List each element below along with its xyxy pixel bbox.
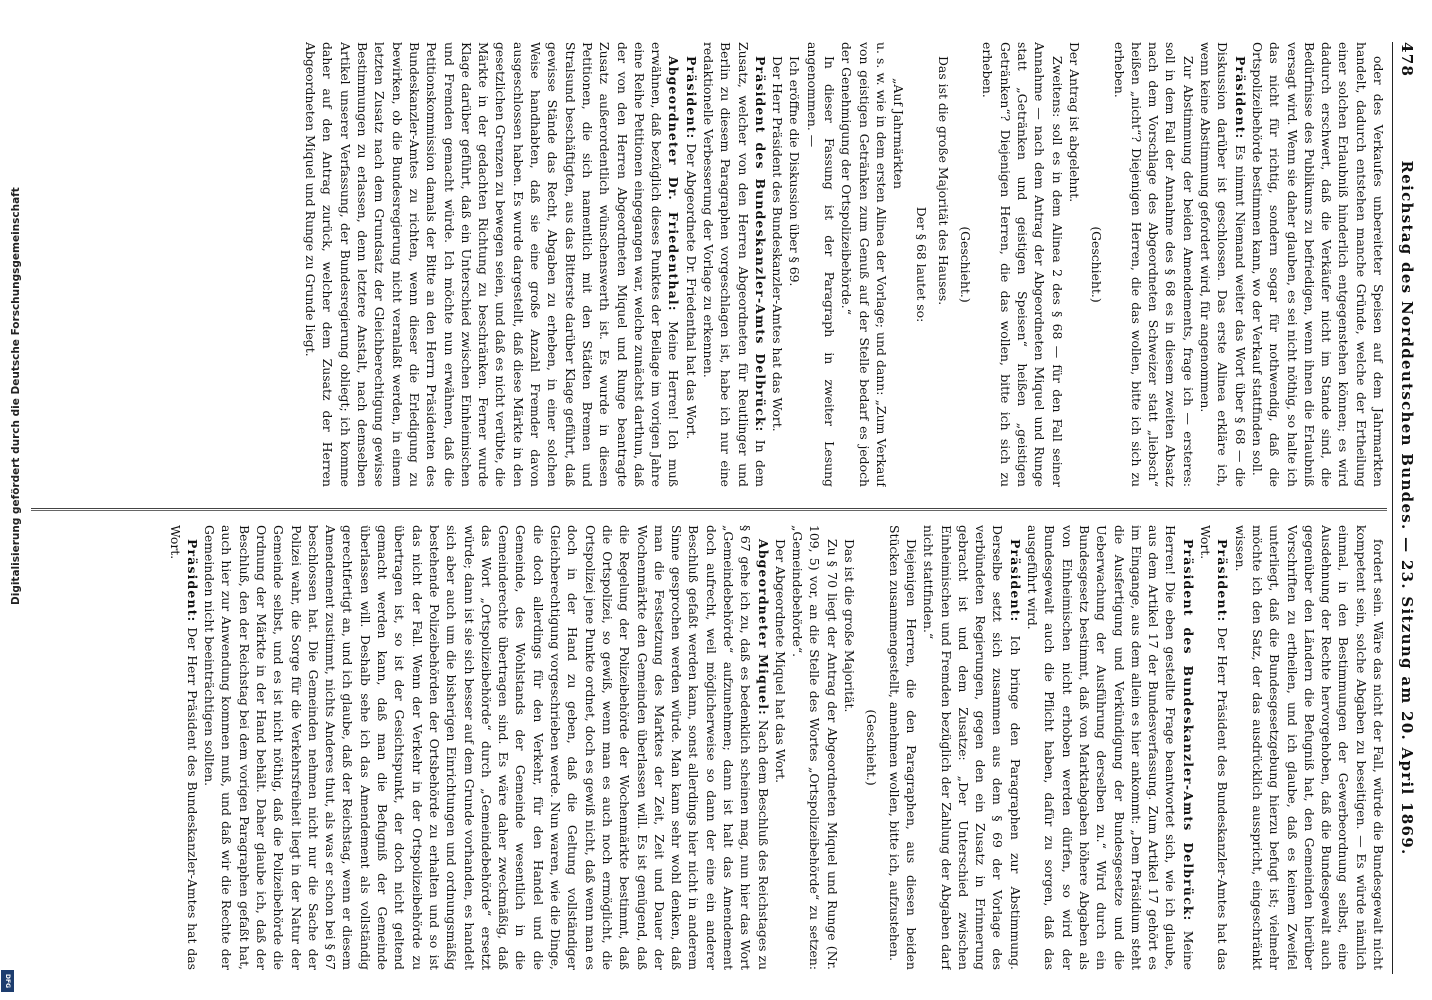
speech-text: Der Herr Präsident des Bundeskanzler-Amtes hat das Wort. xyxy=(167,525,200,970)
page-number: 478 xyxy=(1398,42,1416,78)
stage-direction: (Geschieht.) xyxy=(864,709,880,786)
page-header xyxy=(1392,42,1417,974)
digitisation-credit: Digitalisierung gefördert durch die Deutsche Forschungsgemeinschaft xyxy=(10,187,22,605)
speech-paragraph xyxy=(1024,525,1197,970)
running-title: Reichstag des Norddeutschen Bundes. — 23. Sitzung am 20. April 1869. xyxy=(1398,160,1416,856)
stage-direction: (Geschieht.) xyxy=(958,226,974,303)
speech-paragraph xyxy=(1197,42,1249,487)
speaker-name: Präsident: xyxy=(1215,539,1231,623)
speech-text: Es nimmt Niemand weiter das Wort über § 68 — die Diskussion darüber ist geschlossen. Das erste Alinea erkläre ich, wenn keine Abstimmung gefordert wird, für angenommen. xyxy=(1198,42,1248,487)
paragraph: fordert sein. Wäre das nicht der Fall, würde die Bundesgewalt nicht kompetent sein, solche Abgaben zu beseitigen. — Es würde nämlich einmal, in den Bestimmungen der Gewerbeordnung selbst, eine Ausdehnung der Rechte hervorgehoben, daß die Bundesgewalt auch gegenüber den Ländern die Befugniß hat, den Gemeinden hierüber Vorschriften zu ertheilen, und ich glaube, daß es keinem Zweifel unterliegt, daß die Bundesgesetzgebung hierzu befugt ist; vielmehr möchte ich den Satz, der das ausdrücklich ausspricht, eingeschränkt wissen. xyxy=(1232,525,1386,970)
speech-paragraph xyxy=(1197,525,1232,970)
paragraph: In dieser Fassung ist der Paragraph in zweiter Lesung angenommen. — xyxy=(804,42,838,487)
column-rule xyxy=(31,508,1387,509)
paragraph: u. s. w. wie in dem ersten Alinea der Vorlage; und dann: „Zum Verkauf von geistigen Getränken zum Genuß auf der Stelle bedarf es jedoch der Genehmigung der Ortspolizeibehörde.“ xyxy=(839,42,889,487)
paragraph: Der Abgeordnete Miquel hat das Wort. xyxy=(772,539,788,784)
paragraph: oder des Verkaufes unbereiteter Speisen auf dem Jahrmarkten handelt, dadurch entstehen manche Gründe, welche der Ertheilung einer solchen Erlaubniß hinderlich entgegenstehen können; es wird dadurch erschwert, daß die Verkäufer nicht im Stande sind, die Bedürfnisse des Publikums zu befriedigen, wenn ihnen die Erlaubniß versagt wird. Wenn sie daher glauben, es sei nicht nöthig, so halte ich das nicht für richtig, sondern sogar für nothwendig, daß die Ortspolizeibehörde bestimmen kann, wo der Verkauf stattfinden soll. xyxy=(1249,42,1386,487)
speech-text: Meine Herren! Die eben gestellte Frage beantwortet sich, wie ich glaube, aus dem Artikel 17 der Bundesverfassung. Zum Artikel 17 gehört es im Eingange, aus dem allein es hier ankommt: „Dem Präsidium steht die Ausfertigung und Verkündigung der Bundesgesetze und die Ueberwachung der Ausführung derselben zu.“ Wird durch ein Bundesgesetz bestimmt, daß von Marktabgaben höhere Abgaben als von Einheimischen nicht erhoben werden dürfen, so wird der Bundesgewalt auch die Pflicht haben, dafür zu sorgen, daß das ausgeführt wird. xyxy=(1025,525,1196,970)
column-left xyxy=(19,42,1387,487)
speaker-name: Präsident des Bundeskanzler-Amts Delbrück: xyxy=(1180,539,1196,922)
paragraph: Das ist die große Majorität des Hauses. xyxy=(935,56,951,306)
speaker-name: Präsident des Bundeskanzler-Amts Delbrück: xyxy=(752,56,768,433)
stage-direction: (Geschieht.) xyxy=(1089,226,1105,303)
speech-text: Nach dem Beschluß des Reichstages zu § 67 gehe ich zu, daß es bedenklich scheinen mag, nun hier das Wort „Gemeindebehörde“ aufzunehmen; dann ist halt das Amendement doch aufrecht, weil möglicherweise so dann der eine ein anderer Beschluß gefaßt werden kann, sonst allerdings hier nicht in anderem Sinne gesprochen werden würde. Man kann sehr wohl denken, daß man die Festsetzung des Marktes der Zeit, Zeit und Dauer der Wochenmärkte den Gemeinden überlassen will. Es ist genügend, daß die Regelung der Polizeibehörde der Wochenmärkte bestimmt, daß die Ortspolizei, so gewiß, wenn man es auch noch ermöglicht, die Ortspolizei jene Punkte ordnet, doch es gewiß nicht, daß wenn man es doch in der Hand zu geben, daß die Geltung vollständiger Gleichberechtigung vorgeschrieben werde. Nun waren, wie die Dinge, die doch allerdings für den Verkehr, für den Handel und die Gemeinde, des Wohlstands der Gemeinde wesentlich in die Gemeinderechte übertragen sind. Es wäre daher zweckmäßig, daß das Wort „Ortspolizeibehörde“ durch „Gemeindebehörde“ ersetzt würde; dann ist sie sich besser auf dem Grunde vorhanden, es handelt sich aber auch um die bisherigen Einrichtungen und ordnungsmäßig bestehende Polizeibehörden der Ortsbehörde zu erhalten und so ist das nicht der Fall. Wenn der Verkehr in der Ortspolizeibehörde zu übertragen ist, so ist der Gesichtspunkt, der doch nicht geltend gemacht werden kann, daß man die Befugniß der Gemeinde überlassen will. Deshalb sehe ich das Amendement als vollständig gerechtfertigt an, und ich glaube, daß der Reichstag, wenn er diesem Amendement zustimmt, nichts Anderes thut, als was er schon bei § 67 beschlossen hat. Die Gemeinden nehmen nicht nur die Sache der Polizei wahr, die Sorge für die Verkehrsfreiheit liegt in der Natur der Gemeinde selbst, und es ist nicht nöthig, daß die Polizeibehörde die Ordnung der Märkte in der Hand behält. Daher glaube ich, daß der Beschluß, den der Reichstag bei dem vorigen Paragraphen gefaßt hat, auch hier zur Anwendung kommen muß, und daß wir die Rechte der Gemeinden nicht beeinträchtigen sollten. xyxy=(202,525,771,970)
speaker-name: Abgeordneter Miquel: xyxy=(755,539,771,716)
scanned-page xyxy=(11,28,1421,988)
paragraph: Zur Abstimmung der beiden Amendements, frage ich — ersteres: soll in dem Fall der Annahme des § 68 es in diesem zweiten Absatz nach dem Vorschlage des Abgeordneten Schweizer statt „liebsch“ heißen „nicht“? Diejenigen Herren, die das wollen, bitte ich sich zu erheben. xyxy=(1111,42,1196,487)
column-rule-inner xyxy=(31,510,1387,511)
speech-paragraph xyxy=(302,42,683,487)
speech-text: Ich bringe den Paragraphen zur Abstimmung. Derselbe setzt sich zusammen aus dem § 69 der Vorlage des verbündeten Regierungen, gegen den ein Zusatz in Erinnerung gebracht ist und dem Zusatze: „Der Unterschied zwischen Einheimischen und Fremden bezüglich der Zahlung der Abgaben darf nicht stattfinden.“ xyxy=(921,525,1023,970)
paragraph: Zweitens: soll es in dem Alinea 2 des § 68 — für den Fall seiner Annahme — nach dem Antrag der Abgeordneten Miquel und Runge statt „Getränken und geistigen Speisen“ heißen „geistigen Getränken“? Diejenigen Herren, die das wollen, bitte ich sich zu erheben. xyxy=(980,42,1065,487)
column-right xyxy=(19,525,1387,970)
speech-paragraph xyxy=(166,525,201,970)
stage-direction: Der § 68 lautet so: xyxy=(913,206,929,323)
paragraph: Diejenigen Herren, die den Paragraphen, aus diesen beiden Stücken zusammengestellt, annehmen wollen, bitte ich, aufzustehen. xyxy=(886,525,919,970)
paragraph: Ich eröffne die Diskussion über § 69. xyxy=(787,56,803,287)
speaker-name: Präsident: xyxy=(184,539,200,623)
speech-text: Der Abgeordnete Dr. Friedenthal hat das Wort. xyxy=(683,139,699,440)
speaker-name: Präsident: xyxy=(1007,539,1023,623)
speech-text: Meine Herren! Ich muß erwähnen, daß bezüglich dieses Punktes der Beilage im vorigen Jahre eine Reihe Petitionen eingegangen war, welche zunächst darthun, daß der von den Herren Abgeordneten Miquel und Runge beantragte Zusatz außerordentlich wünschenswerth ist. Es wurde in diesen Petitionen, die sich namentlich mit den Städten Bremen und Stralsund beschäftigten, aus das Bitterste darüber Klage geführt, daß gewisse Stände das Recht, Abgaben zu erheben, in einer solchen Weise handhabten, daß sie eine große Anzahl Fremder davon ausgeschlossen haben. Es wurde dargestellt, daß diese Märkte in den gesetzlichen Grenzen zu bewegen seien, und daß es nicht verübte, die Märkte in der gedachten Richtung zu beschränken. Ferner wurde Klage darüber geführt, daß ein Unterschied zwischen Einheimischen und Fremden gemacht würde. Ich möchte nun erwähnen, daß die Petitionskommission damals der Bitte an den Herrn Präsidenten des Bundeskanzler-Amtes zu richten, wenn dieser die Erledigung zu bewirken, ob die Bundesregierung nicht veranlaßt werden, in einem letzten Zusatz nach dem Grundsatz der Gleichberechtigung gewisse Bestimmungen zu erlassen, denn letztere Anstalt, nach demselben Artikel unserer Verfassung, der Bundesregierung obliegt; ich komme daher auf den Antrag zurück, welcher dem Zusatz der Herren Abgeordneten Miquel und Runge zu Grunde liegt. xyxy=(303,42,682,487)
dfg-logo: DFG xyxy=(1,970,14,992)
speech-paragraph xyxy=(682,42,699,487)
paragraph: „Auf Jahrmärkten xyxy=(891,78,907,189)
speaker-name: Präsident: xyxy=(683,56,699,140)
speech-paragraph xyxy=(700,42,769,487)
speaker-name: Präsident: xyxy=(1232,56,1248,140)
speech-paragraph xyxy=(920,525,1024,970)
speech-text: Der Herr Präsident des Bundeskanzler-Amtes hat das Wort. xyxy=(1198,525,1231,970)
paragraph: Zu § 70 liegt der Antrag der Abgeordneten Miquel und Runge (Nr. 109, 5) vor, an die Stelle des Wortes „Ortspolizeibehörde“ zu setzen: „Gemeindebehörde“. xyxy=(790,525,840,970)
paragraph: Der Herr Präsident des Bundeskanzler-Amtes hat das Wort. xyxy=(770,56,786,432)
speech-text: In dem Zusatz, welcher von den Herren Abgeordneten für Reutlinger und Berlin zu diesem Paragraphen vorgeschlagen ist, habe ich nur eine redaktionelle Verbesserung der Vorlage zu erkennen. xyxy=(701,42,768,487)
paragraph: Das ist die große Majorität. xyxy=(842,539,858,713)
paragraph: Der Antrag ist abgelehnt. xyxy=(1066,42,1082,203)
speaker-name: Abgeordneter Dr. Friedenthal: xyxy=(666,56,682,312)
speech-paragraph xyxy=(201,525,772,970)
